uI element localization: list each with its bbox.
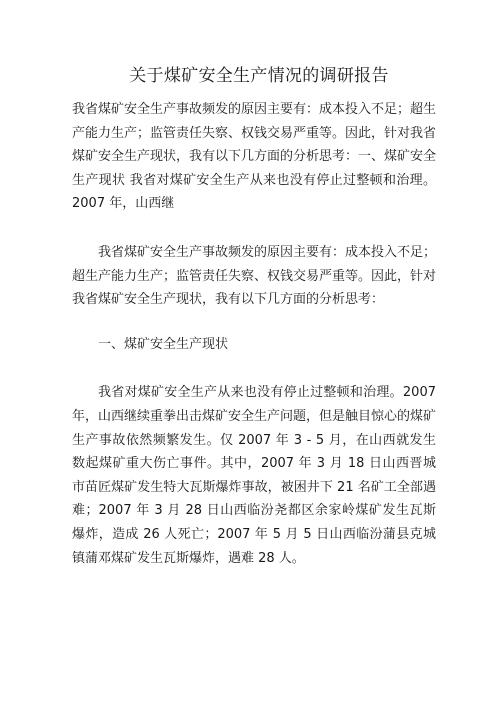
document-title: 关于煤矿安全生产情况的调研报告 <box>129 66 389 86</box>
section-heading-1: 一、煤矿安全生产现状 <box>98 336 229 352</box>
intro-paragraph: 我省煤矿安全生产事故频发的原因主要有：成本投入不足；超生产能力生产；监管责任失察、权钱交易严重等。因此，针对我省煤矿安全生产现状，我有以下几方面的分析思考：一、煤矿安全生产现状 我省对煤矿安全生产从来也没有停止过整顿和治理。2007 年，山西继 <box>72 102 437 212</box>
body-paragraph-1: 我省煤矿安全生产事故频发的原因主要有：成本投入不足；超生产能力生产；监管责任失察、权钱交易严重等。因此，针对我省煤矿安全生产现状，我有以下几方面的分析思考： <box>72 244 437 308</box>
body-paragraph-2: 我省对煤矿安全生产从来也没有停止过整顿和治理。2007 年，山西继续重拳出击煤矿安全生产问题，但是触目惊心的煤矿生产事故依然频繁发生。仅 2007 年 3 - 5 月，在山西就发生数起煤矿重大伤亡事件。其中，2007 年 3 月 18 日山西晋城市苗匠煤矿发生特大瓦斯爆炸事故，被困井下 21 名矿工全部遇难；2007 年 3 月 28 日山西临汾尧都区余家岭煤矿发生瓦斯爆炸，造成 26 人死亡；2007 年 5 月 5 日山西临汾蒲县克城镇蒲邓煤矿发生瓦斯爆炸，遇难 28 人。 <box>72 385 437 566</box>
